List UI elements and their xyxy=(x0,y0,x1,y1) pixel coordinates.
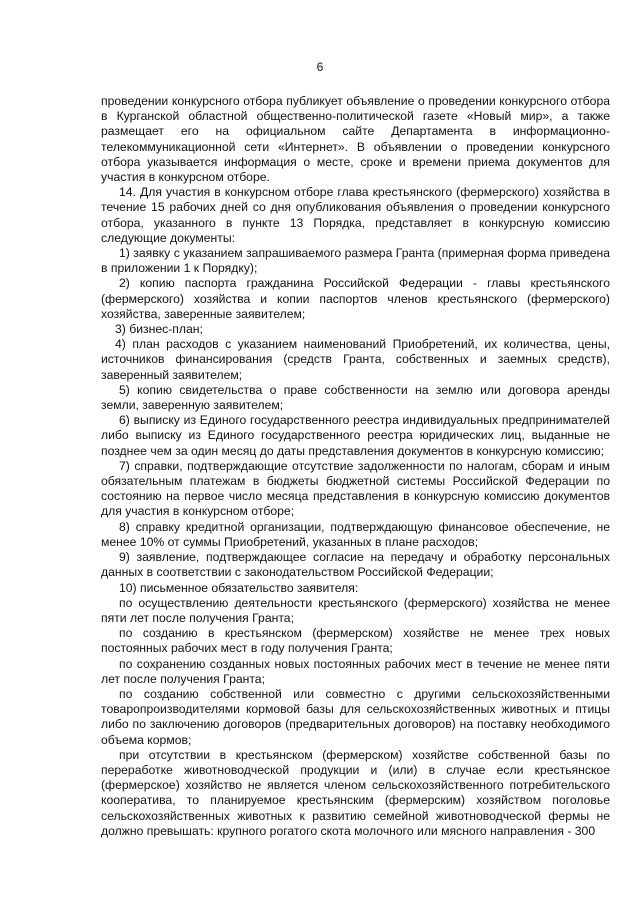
list-item-2: 2) копию паспорта гражданина Российской Федерации - главы крестьянского (фермерского) хозяйства и копии паспортов членов крестьянского (фермерского) хозяйства, заверенные заявителем; xyxy=(101,276,610,321)
list-item-7: 7) справки, подтверждающие отсутствие задолженности по налогам, сборам и иным обязательным платежам в бюджеты бюджетной системы Российской Федерации по состоянию на первое число месяца представления в конкурсную комиссию документов для участия в конкурсном отборе; xyxy=(101,458,610,519)
obligation-item-3: по сохранению созданных новых постоянных рабочих мест в течение не менее пяти лет после получения Гранта; xyxy=(101,656,610,686)
paragraph-continuation: проведении конкурсного отбора публикует объявление о проведении конкурсного отбора в Курганской областной общественно-политической газете «Новый мир», а также размещает его на официальном сайте Департамента в информационно-телекоммуникационной сети «Интернет». В объявлении о проведении конкурсного отбора указывается информация о месте, сроке и времени приема документов для участия в конкурсном отборе. xyxy=(101,94,610,185)
list-item-10: 10) письменное обязательство заявителя: xyxy=(119,580,359,595)
list-item-8: 8) справку кредитной организации, подтверждающую финансовое обеспечение, не менее 10% от суммы Приобретений, указанных в плане расходов; xyxy=(101,519,610,549)
obligation-item-2: по созданию в крестьянском (фермерском) хозяйстве не менее трех новых постоянных рабочих мест в году получения Гранта; xyxy=(101,626,610,656)
list-item-4: 4) план расходов с указанием наименований Приобретений, их количества, цены, источников финансирования (средств Гранта, собственных и заемных средств), заверенный заявителем; xyxy=(101,337,610,382)
list-item-6: 6) выписку из Единого государственного реестра индивидуальных предпринимателей либо выписку из Единого государственного реестра юридических лиц, выданные не позднее чем за один месяц до даты представления документов в конкурсную комиссию; xyxy=(101,413,610,458)
obligation-item-4: по созданию собственной или совместно с другими сельскохозяйственными товаропроизводителями кормовой базы для сельскохозяйственных животных и птицы либо по заключению договоров (предварительных договоров) на поставку необходимого объема кормов; xyxy=(101,686,610,747)
list-item-3: 3) бизнес-план; xyxy=(115,322,203,337)
document-body xyxy=(101,94,610,839)
obligation-item-5: при отсутствии в крестьянском (фермерском) хозяйстве собственной базы по переработке животноводческой продукции и (или) в случае если крестьянское (фермерское) хозяйство не является членом сельскохозяйственного потребительского кооператива, то планируемое крестьянским (фермерским) хозяйством поголовье сельскохозяйственных животных к развитию семейной животноводческой фермы не должно превышать: крупного рогатого скота молочного или мясного направления - 300 xyxy=(101,747,610,838)
list-item-5: 5) копию свидетельства о праве собственности на землю или договора аренды земли, заверенную заявителем; xyxy=(101,382,610,413)
obligation-item-1: по осуществлению деятельности крестьянского (фермерского) хозяйства не менее пяти лет после получения Гранта; xyxy=(101,595,610,625)
paragraph-item-14: 14. Для участия в конкурсном отборе глава крестьянского (фермерского) хозяйства в течение 15 рабочих дней со дня опубликования объявления о проведении конкурсного отбора, указанного в пункте 13 Порядка, представляет в конкурсную комиссию следующие документы: xyxy=(101,185,610,245)
list-item-9: 9) заявление, подтверждающее согласие на передачу и обработку персональных данных в соответствии с законодательством Российской Федерации; xyxy=(101,550,610,580)
page-number: 6 xyxy=(316,60,324,74)
list-item-1: 1) заявку с указанием запрашиваемого размера Гранта (примерная форма приведена в приложении 1 к Порядку); xyxy=(101,246,610,276)
